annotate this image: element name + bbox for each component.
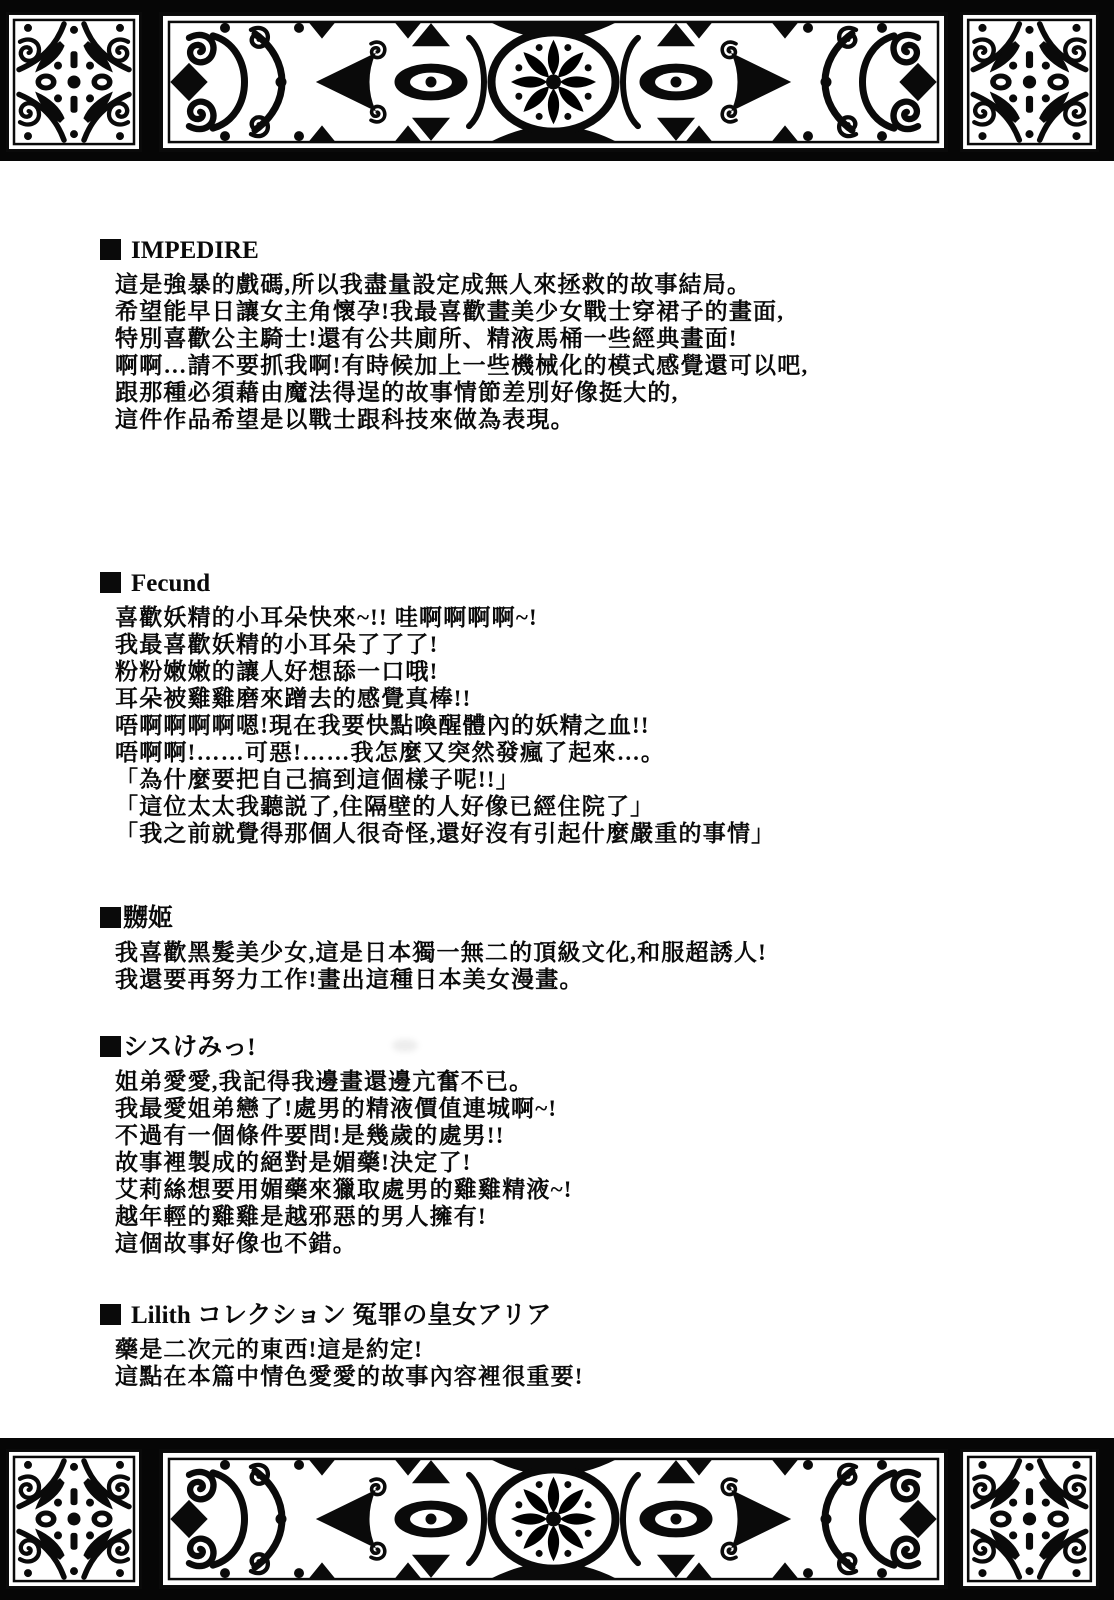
section-header (100, 906, 1040, 932)
section-body (100, 1336, 1040, 1390)
section-fecund (100, 571, 1040, 847)
section-title: Fecund (131, 570, 211, 597)
text-line: 「為什麼要把自己搞到這個樣子呢!!」 (115, 767, 520, 792)
text-line: 唔啊啊啊啊嗯!現在我要快點喚醒體內的妖精之血!! (115, 713, 650, 738)
section-sisukemi (100, 1035, 1040, 1257)
text-line: 我喜歡黑髮美少女,這是日本獨一無二的頂級文化,和服超誘人! (115, 940, 767, 965)
text-line: 「我之前就覺得那個人很奇怪,還好沒有引起什麼嚴重的事情」 (115, 821, 776, 846)
text-line: 我最愛姐弟戀了!處男的精液價值連城啊~! (115, 1096, 558, 1121)
text-line: 越年輕的雞雞是越邪惡的男人擁有! (115, 1204, 487, 1229)
section-body (100, 939, 1040, 993)
section-body (100, 604, 1040, 847)
corner-ornament-icon (6, 12, 142, 152)
section-bullet-icon (100, 1036, 121, 1057)
scan-smudge (392, 1039, 418, 1052)
text-line: 粉粉嫩嫩的讓人好想舔一口哦! (115, 659, 439, 684)
text-line: 艾莉絲想要用媚藥來獵取處男的雞雞精液~! (115, 1177, 573, 1202)
corner-ornament-icon (960, 12, 1099, 152)
text-line: 這是強暴的戲碼,所以我盡量設定成無人來拯救的故事結局。 (115, 272, 752, 297)
text-line: 這個故事好像也不錯。 (115, 1231, 357, 1256)
section-bullet-icon (100, 572, 121, 593)
corner-ornament-icon (6, 1449, 142, 1589)
text-line: 這點在本篇中情色愛愛的故事內容裡很重要! (115, 1364, 584, 1389)
text-line: 我還要再努力工作!畫出這種日本美女漫畫。 (115, 967, 584, 992)
text-line: 姐弟愛愛,我記得我邊畫還邊亢奮不已。 (115, 1069, 534, 1094)
section-title: 嬲姬 (123, 905, 174, 932)
section-lilith-collection (100, 1303, 1040, 1390)
section-title: Lilith コレクション 冤罪の皇女アリア (131, 1302, 552, 1329)
text-line: 故事裡製成的絕對是媚藥!決定了! (115, 1150, 472, 1175)
section-header (100, 238, 1040, 264)
bottom-border-ornament (0, 1438, 1114, 1600)
corner-ornament-icon (960, 1449, 1099, 1589)
section-header (100, 1303, 1040, 1329)
text-line: 希望能早日讓女主角懷孕!我最喜歡畫美少女戰士穿裙子的畫面, (115, 299, 785, 324)
scroll-band-ornament-icon (159, 1449, 948, 1589)
section-body (100, 271, 1040, 433)
text-line: 喜歡妖精的小耳朵快來~!! 哇啊啊啊啊~! (115, 605, 538, 630)
section-header (100, 1035, 1040, 1061)
text-line: 「這位太太我聽説了,住隔壁的人好像已經住院了」 (115, 794, 655, 819)
top-border-ornament (0, 0, 1114, 161)
section-bullet-icon (100, 1304, 121, 1325)
text-line: 跟那種必須藉由魔法得逞的故事情節差別好像挺大的, (115, 380, 679, 405)
text-line: 耳朵被雞雞磨來蹭去的感覺真棒!! (115, 686, 472, 711)
text-line: 藥是二次元的東西!這是約定! (115, 1337, 424, 1362)
section-bullet-icon (100, 239, 121, 260)
text-line: 我最喜歡妖精的小耳朵了了了! (115, 632, 439, 657)
section-title: IMPEDIRE (131, 237, 259, 264)
text-line: 這件作品希望是以戰士跟科技來做為表現。 (115, 407, 575, 432)
section-body (100, 1068, 1040, 1257)
text-line: 唔啊啊!……可惡!……我怎麼又突然發瘋了起來…。 (115, 740, 666, 765)
section-title: シスけみっ! (123, 1034, 256, 1061)
text-line: 特別喜歡公主騎士!還有公共廁所、精液馬桶一些經典畫面! (115, 326, 738, 351)
section-header (100, 571, 1040, 597)
scroll-band-ornament-icon (159, 12, 948, 152)
section-bullet-icon (100, 907, 121, 928)
section-impedire (100, 238, 1040, 433)
section-niaohime (100, 906, 1040, 993)
text-line: 啊啊…請不要抓我啊!有時候加上一些機械化的模式感覺還可以吧, (115, 353, 809, 378)
text-line: 不過有一個條件要問!是幾歲的處男!! (115, 1123, 505, 1148)
